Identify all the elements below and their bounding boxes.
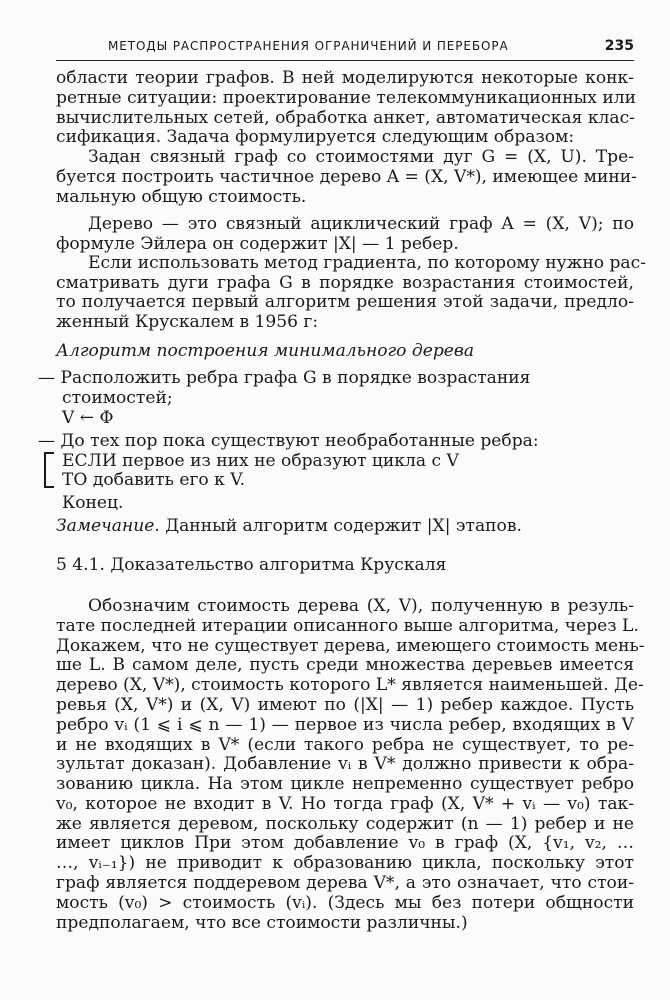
text-line: Если использовать метод градиента, по которому нужно рас- [88, 252, 646, 273]
text-line: вычислительных сетей, обработка анкет, автоматическая клас- [56, 107, 635, 128]
text-line: зованию цикла. На этом цикле непременно существует ребро [56, 774, 634, 795]
text-line: v₀, которое не входит в V. Но тогда граф (X, V* + vᵢ — v₀) так- [56, 793, 634, 814]
text-line: зультат доказан). Добавление vᵢ в V* должно привести к обра- [56, 754, 634, 775]
text-line: мость (v₀) > стоимость (vᵢ). (Здесь мы без потери общности [56, 892, 634, 913]
remark [56, 516, 522, 536]
text-line: формуле Эйлера он содержит |X| — 1 ребер. [56, 233, 459, 254]
page-header [56, 38, 634, 61]
text-line: Докажем, что не существует дерева, имеющего стоимость мень- [56, 635, 645, 656]
text-line: то получается первый алгоритм решения этой задачи, предло- [56, 292, 634, 313]
text-line: женный Крускалем в 1956 г: [56, 312, 319, 333]
running-title: МЕТОДЫ РАСПРОСТРАНЕНИЯ ОГРАНИЧЕНИЙ И ПЕРЕБОРА [108, 39, 509, 53]
text-line: граф является поддеревом дерева V*, а это означает, что стои- [56, 872, 634, 893]
text-line: же является деревом, поскольку содержит (n — 1) ребер и не [56, 813, 634, 834]
remark-label: Замечание. [56, 516, 160, 537]
algorithm-bracket [44, 452, 54, 489]
text-line: Задан связный граф со стоимостями дуг G = (X, U). Тре- [88, 147, 634, 168]
text-line: и не входящих в V* (если такого ребра не существует, то ре- [56, 734, 634, 755]
algorithm-end: Конец. [62, 492, 124, 513]
algorithm-step: стоимостей; [62, 387, 173, 408]
text-line: Обозначим стоимость дерева (X, V), полученную в резуль- [88, 596, 634, 617]
text-line: мальную общую стоимость. [56, 186, 307, 207]
algorithm-then: ТО добавить его к V. [62, 470, 246, 491]
text-line: ребро vᵢ (1 ⩽ i ⩽ n — 1) — первое из числа ребер, входящих в V [56, 714, 634, 735]
text-line: сматривать дуги графа G в порядке возрастания стоимостей, [56, 272, 634, 293]
remark-text: Данный алгоритм содержит |X| этапов. [159, 516, 522, 537]
text-line: предполагаем, что все стоимости различны.) [56, 912, 468, 933]
algorithm-step: — До тех пор пока существуют необработанные ребра: [38, 430, 539, 451]
text-line: дерево (X, V*), стоимость которого L* является наименьшей. Де- [56, 675, 644, 696]
text-line: буется построить частичное дерево A = (X, V*), имеющее мини- [56, 166, 637, 187]
text-line: имеет циклов При этом добавление v₀ в граф (X, {v₁, v₂, … [56, 833, 634, 854]
algorithm-step: — Расположить ребра графа G в порядке возрастания [38, 368, 531, 389]
section-heading: 5 4.1. Доказательство алгоритма Крускаля [56, 554, 447, 575]
text-line: ретные ситуации: проектирование телекоммуникационных или [56, 87, 636, 108]
text-line: Дерево — это связный ациклический граф A = (X, V); по [88, 214, 634, 235]
text-line: тате последней итерации описанного выше алгоритма, через L. [56, 615, 639, 636]
algorithm-step: V ← Φ [62, 407, 114, 428]
text-line: …, vᵢ₋₁}) не приводит к образованию цикла, поскольку этот [56, 853, 634, 874]
algorithm-title: Алгоритм построения минимального дерева [56, 341, 475, 362]
text-line: сификация. Задача формулируется следующим образом: [56, 127, 575, 148]
text-line: ше L. В самом деле, пусть среди множества деревьев имеется [56, 655, 634, 676]
algorithm-if: ЕСЛИ первое из них не образуют цикла с V [62, 450, 459, 471]
page-number: 235 [604, 38, 634, 54]
text-line: области теории графов. В ней моделируются некоторые конк- [56, 68, 634, 88]
text-line: ревья (X, V*) и (X, V) имеют по (|X| — 1) ребер каждое. Пусть [56, 694, 634, 715]
